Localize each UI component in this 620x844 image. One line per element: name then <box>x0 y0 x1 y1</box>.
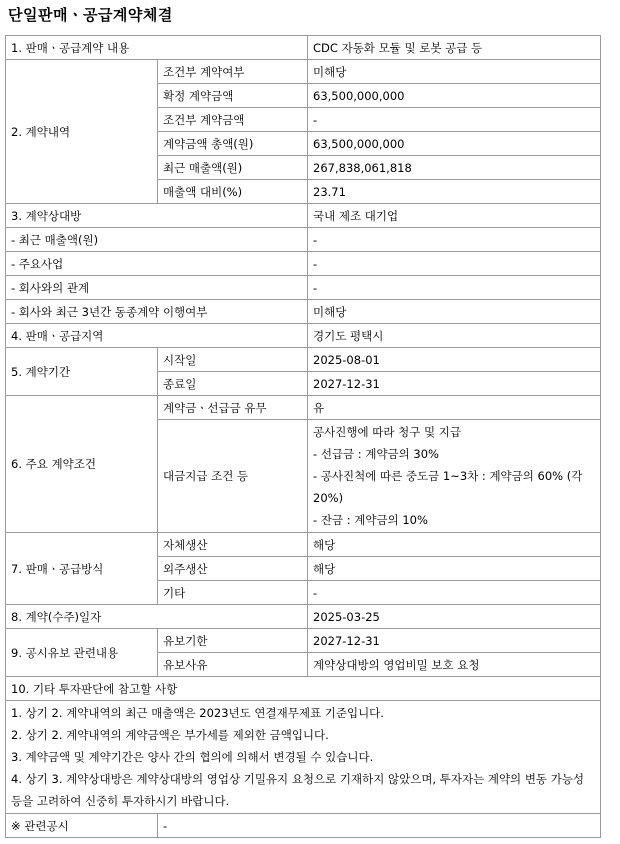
payment-term-line: - 선급금 : 계약금의 30% <box>313 447 439 461</box>
sub-label: 최근 매출액(원) <box>158 156 308 180</box>
table-row <box>6 60 601 84</box>
table-row <box>6 324 601 348</box>
table-row <box>6 36 601 60</box>
note-line: 1. 상기 2. 계약내역의 최근 매출액은 2023년도 연결재무제표 기준입니다. <box>11 706 384 720</box>
table-row <box>6 605 601 629</box>
row-value: - <box>158 814 601 838</box>
table-row <box>6 252 601 276</box>
row-label: - 최근 매출액(원) <box>6 228 308 252</box>
sub-value: 계약상대방의 영업비밀 보호 요청 <box>308 653 601 677</box>
table-row <box>6 701 601 814</box>
table-row <box>6 276 601 300</box>
sub-label: 매출액 대비(%) <box>158 180 308 204</box>
payment-terms <box>308 420 601 533</box>
row-label: 2. 계약내역 <box>6 60 158 204</box>
note-line: 2. 상기 2. 계약내역의 계약금액은 부가세를 제외한 금액입니다. <box>11 728 329 742</box>
row-value: 미해당 <box>308 300 601 324</box>
sub-label: 유보사유 <box>158 653 308 677</box>
row-label: 3. 계약상대방 <box>6 204 308 228</box>
row-label: - 회사와의 관계 <box>6 276 308 300</box>
row-value: - <box>308 276 601 300</box>
row-label: - 주요사업 <box>6 252 308 276</box>
sub-label: 외주생산 <box>158 557 308 581</box>
row-value: - <box>308 228 601 252</box>
sub-value: 해당 <box>308 533 601 557</box>
sub-label: 자체생산 <box>158 533 308 557</box>
table-row <box>6 677 601 701</box>
row-value: 경기도 평택시 <box>308 324 601 348</box>
sub-value: 유 <box>308 396 601 420</box>
payment-term-line: - 잔금 : 계약금의 10% <box>313 513 428 527</box>
row-label: 5. 계약기간 <box>6 348 158 396</box>
row-label: 1. 판매ㆍ공급계약 내용 <box>6 36 308 60</box>
note-line: 4. 상기 3. 계약상대방은 계약상대방의 영업상 기밀유지 요청으로 기재하지 않았으며, 투자자는 계약의 변동 가능성 등을 고려하여 신중히 투자하시기 바랍니다. <box>11 772 585 808</box>
row-value: CDC 자동화 모듈 및 로봇 공급 등 <box>308 36 601 60</box>
sub-label: 계약금액 총액(원) <box>158 132 308 156</box>
row-label: 9. 공시유보 관련내용 <box>6 629 158 677</box>
row-label: 8. 계약(수주)일자 <box>6 605 308 629</box>
payment-term-line: - 공사진척에 따른 중도금 1~3차 : 계약금의 60% (각 20%) <box>313 469 583 505</box>
sub-value: 2025-08-01 <box>308 348 601 372</box>
sub-label: 대금지급 조건 등 <box>158 420 308 533</box>
row-value: - <box>308 252 601 276</box>
table-row <box>6 348 601 372</box>
row-label: 4. 판매ㆍ공급지역 <box>6 324 308 348</box>
page-title: 단일판매ㆍ공급계약체결 <box>8 6 173 24</box>
sub-value: 2027-12-31 <box>308 372 601 396</box>
sub-label: 유보기한 <box>158 629 308 653</box>
sub-label: 조건부 계약여부 <box>158 60 308 84</box>
sub-value: 23.71 <box>308 180 601 204</box>
sub-label: 기타 <box>158 581 308 605</box>
table-row <box>6 300 601 324</box>
sub-label: 확정 계약금액 <box>158 84 308 108</box>
sub-value: 267,838,061,818 <box>308 156 601 180</box>
table-row <box>6 396 601 420</box>
disclosure-table <box>5 35 601 838</box>
sub-label: 계약금ㆍ선급금 유무 <box>158 396 308 420</box>
table-row <box>6 228 601 252</box>
sub-label: 조건부 계약금액 <box>158 108 308 132</box>
table-row <box>6 204 601 228</box>
sub-value: 해당 <box>308 557 601 581</box>
row-label: - 회사와 최근 3년간 동종계약 이행여부 <box>6 300 308 324</box>
note-line: 3. 계약금액 및 계약기간은 양사 간의 협의에 의해서 변경될 수 있습니다. <box>11 750 374 764</box>
payment-term-line: 공사진행에 따라 청구 및 지급 <box>313 425 461 439</box>
row-value: 2025-03-25 <box>308 605 601 629</box>
sub-value: 미해당 <box>308 60 601 84</box>
sub-value: - <box>308 108 601 132</box>
row-label: 6. 주요 계약조건 <box>6 396 158 533</box>
sub-value: 63,500,000,000 <box>308 132 601 156</box>
notes-cell <box>6 701 601 814</box>
sub-value: 63,500,000,000 <box>308 84 601 108</box>
row-label: 10. 기타 투자판단에 참고할 사항 <box>6 677 601 701</box>
table-row <box>6 814 601 838</box>
sub-value: 2027-12-31 <box>308 629 601 653</box>
sub-label: 종료일 <box>158 372 308 396</box>
row-label: 7. 판매ㆍ공급방식 <box>6 533 158 605</box>
table-row <box>6 629 601 653</box>
table-row <box>6 533 601 557</box>
sub-value: - <box>308 581 601 605</box>
sub-label: 시작일 <box>158 348 308 372</box>
row-value: 국내 제조 대기업 <box>308 204 601 228</box>
row-label: ※ 관련공시 <box>6 814 158 838</box>
